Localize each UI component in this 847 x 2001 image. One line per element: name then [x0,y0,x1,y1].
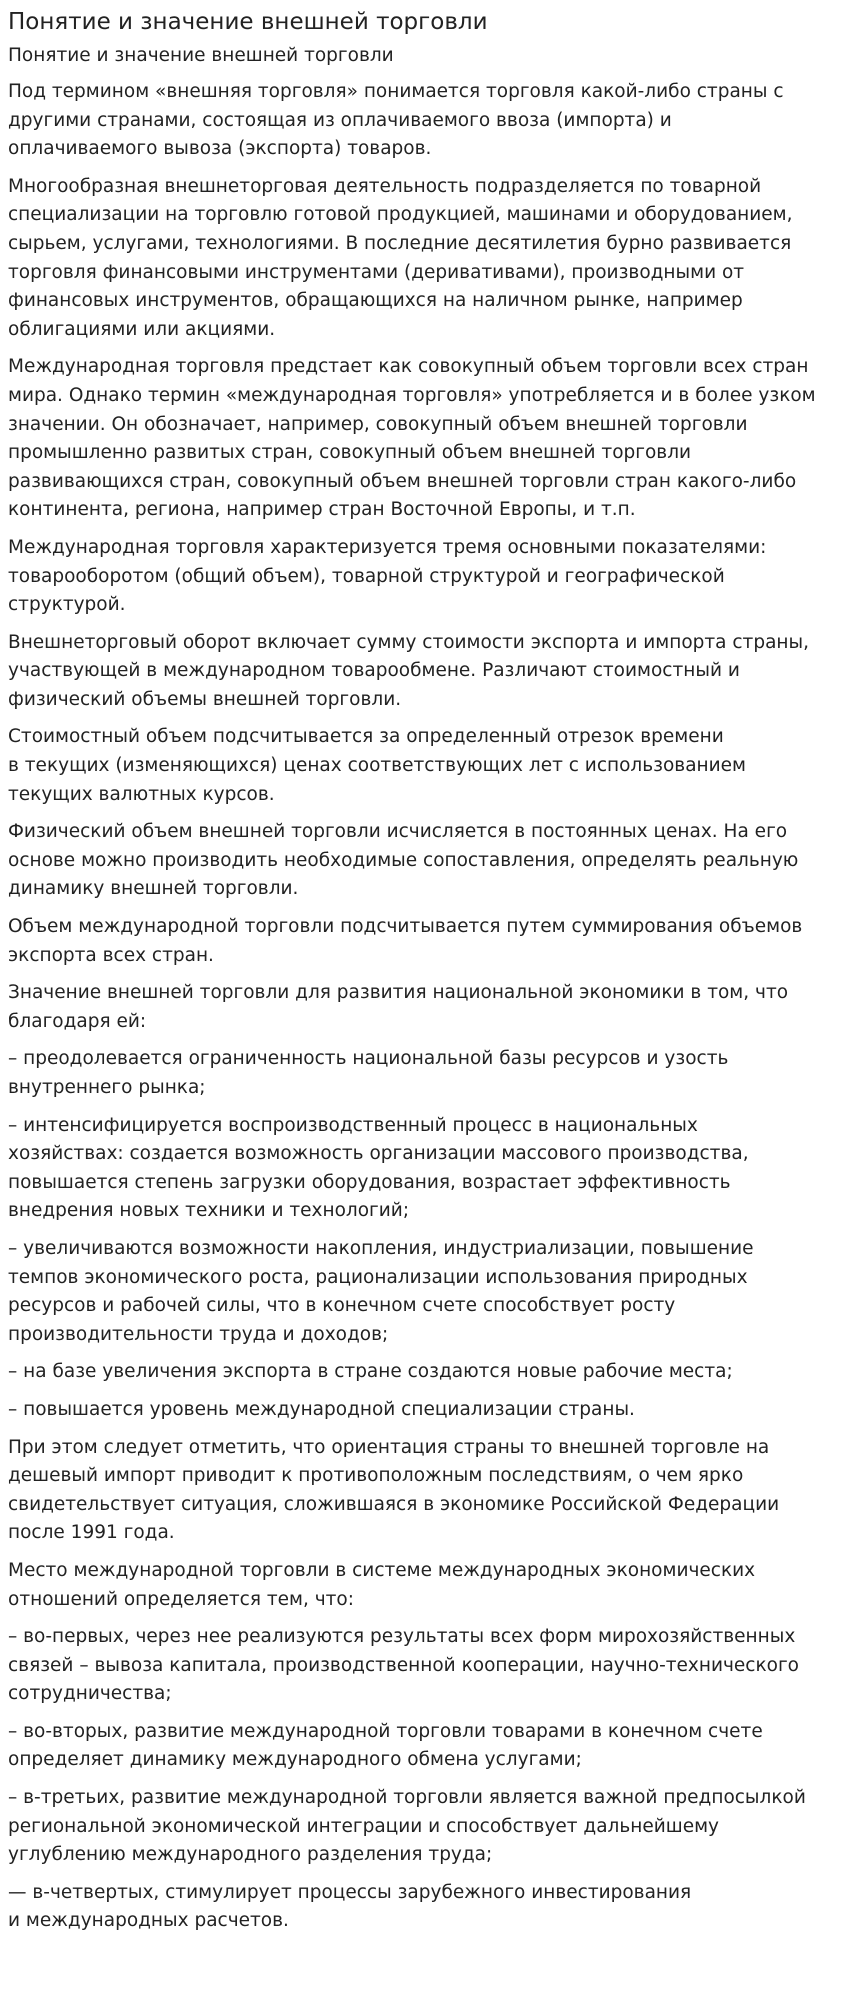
article-paragraph: – во-первых, через нее реализуются результаты всех форм мирохозяйственных связей – вывоза капитала, производственной кооперации, научно-технического сотрудничества; [8,1626,799,1705]
article-paragraph: – увеличиваются возможности накопления, индустриализации, повышение темпов экономического роста, рационализации использования природных ресурсов и рабочей силы, что в конечном счете способствует росту производительности труда и доходов; [8,1237,754,1345]
article-subtitle: Понятие и значение внешней торговли [8,45,394,66]
article-paragraph: Внешнеторговый оборот включает сумму стоимости экспорта и импорта страны, участвующей в международном товарообмене. Различают стоимостный и физический объемы внешней торговли. [8,631,809,710]
article-paragraph: Международная торговля предстает как совокупный объем торговли всех стран мира. Однако термин «международная торговля» употребляется и в более узком значении. Он обозначает, например, совокупный объем внешней торговли промышленно развитых стран, совокупный объем внешней торговли развивающихся стран, совокупный объем внешней торговли стран какого-либо континента, региона, например стран Восточной Европы, и т.п. [8,356,816,521]
article-paragraph: – преодолевается ограниченность национальной базы ресурсов и узость внутреннего рынка; [8,1048,729,1098]
article-paragraph: – во-вторых, развитие международной торговли товарами в конечном счете определяет динамику международного обмена услугами; [8,1720,763,1771]
article-paragraph: – в-третьих, развитие международной торговли является важной предпосылкой региональной экономической интеграции и способствует дальнейшему углублению международного разделения труда; [8,1787,806,1866]
article-paragraph: Под термином «внешняя торговля» понимается торговля какой-либо страны с другими странами, состоящая из оплачиваемого ввоза (импорта) и оплачиваемого вывоза (экспорта) товаров. [8,81,784,160]
article-paragraph: Международная торговля характеризуется тремя основными показателями: товарооборотом (общий объем), товарной структурой и географической структурой. [8,536,767,616]
article-paragraph: Многообразная внешнеторговая деятельность подразделяется по товарной специализации на торговлю готовой продукцией, машинами и оборудованием, сырьем, услугами, технологиями. В последние десятилетия бурно развивается торговля финансовыми инструментами (деривативами), производными от финансовых инструментов, обращающихся на наличном рынке, например облигациями или акциями. [8,175,793,340]
article-paragraph: При этом следует отметить, что ориентация страны то внешней торговле на дешевый импорт приводит к противоположным последствиям, о чем ярко свидетельствует ситуация, сложившаяся в экономике Российской Федерации после 1991 года. [8,1436,780,1544]
article-paragraph: Стоимостный объем подсчитывается за определенный отрезок времени в текущих (изменяющихся) ценах соответствующих лет с использованием текущих валютных курсов. [8,726,746,805]
article-paragraph: Место международной торговли в системе международных экономических отношений определяется тем, что: [8,1559,756,1610]
article-paragraph: – интенсифицируется воспроизводственный процесс в национальных хозяйствах: создается возможность организации массового производства, повышается степень загрузки оборудования, возрастает эффективность внедрения новых техники и технологий; [8,1114,749,1222]
article-paragraph: Значение внешней торговли для развития национальной экономики в том, что благодаря ей: [8,982,789,1032]
article-paragraph: Физический объем внешней торговли исчисляется в постоянных ценах. На его основе можно производить необходимые сопоставления, определять реальную динамику внешней торговли. [8,821,799,900]
article-paragraph: — в-четвертых, стимулирует процессы зарубежного инвестирования и международных расчетов. [8,1881,692,1932]
page-title: Понятие и значение внешней торговли [8,9,488,35]
article-body [8,78,839,1936]
article-paragraph: Объем международной торговли подсчитывается путем суммирования объемов экспорта всех стран. [8,916,803,966]
article-paragraph: – повышается уровень международной специализации страны. [8,1398,635,1420]
article-paragraph: – на базе увеличения экспорта в стране создаются новые рабочие места; [8,1361,733,1383]
